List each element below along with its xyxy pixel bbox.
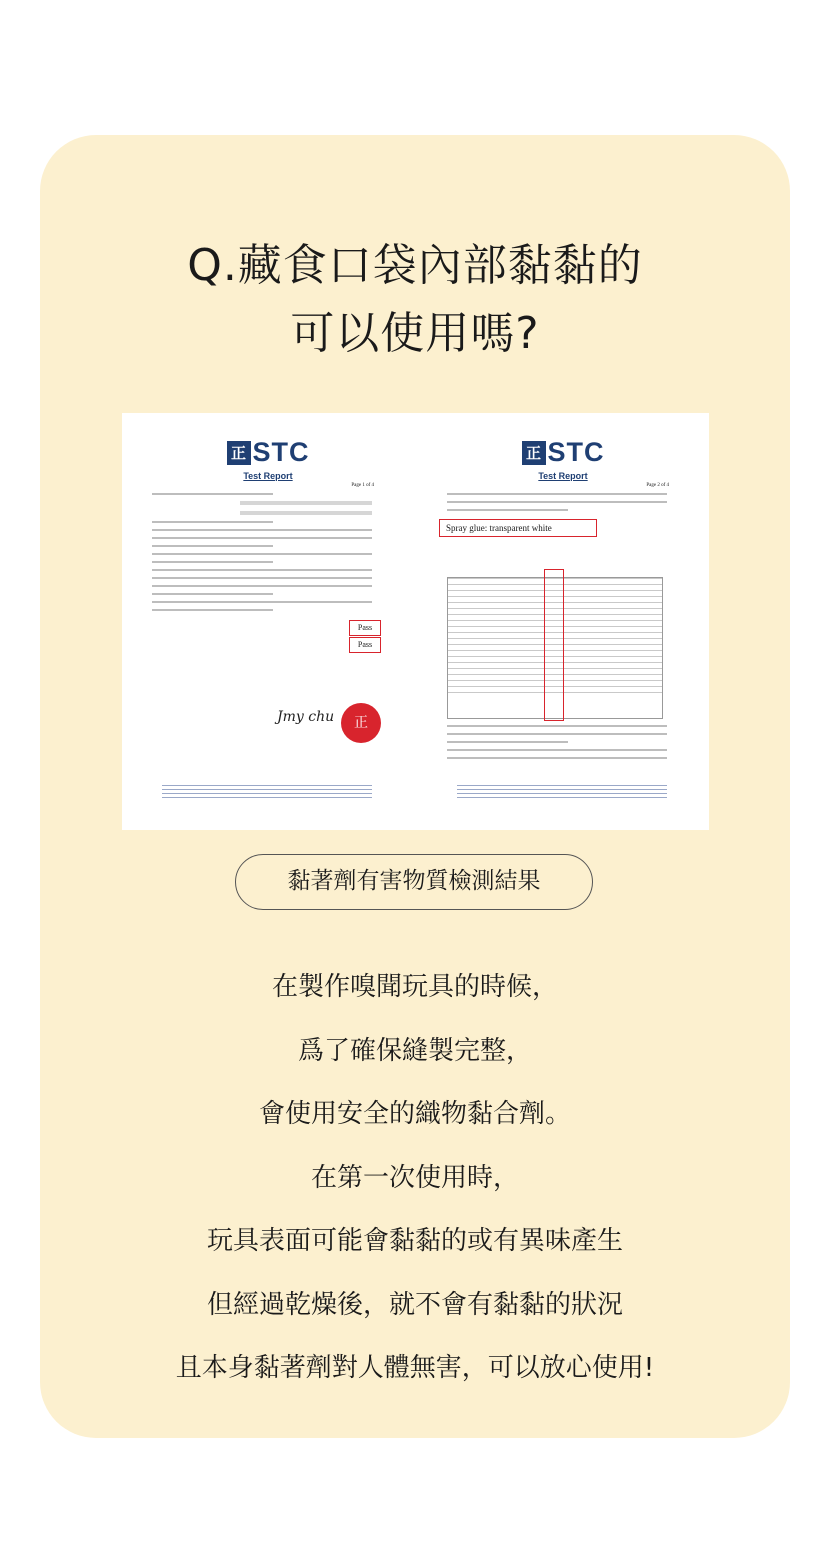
report-footer <box>457 785 667 801</box>
report-page-1 <box>122 413 414 830</box>
pass-box-2: Pass <box>349 637 381 653</box>
logo-mark-icon: 正 <box>227 441 251 465</box>
body-line: 玩具表面可能會黏黏的或有異味產生 <box>206 1226 623 1256</box>
stc-logo: 正 STC <box>417 437 709 468</box>
body-line: 在製作嗅聞玩具的時候， <box>271 972 558 1002</box>
signature: Jmy chu <box>277 709 335 725</box>
logo-mark-icon: 正 <box>522 441 546 465</box>
description-text <box>0 956 830 1401</box>
body-line: 在第一次使用時， <box>310 1162 519 1193</box>
page-title <box>0 232 830 368</box>
nd-results-highlight <box>544 569 564 721</box>
page-number: Page 2 of 4 <box>646 483 669 488</box>
body-line: 爲了確保縫製完整， <box>297 1035 532 1066</box>
caption-label: 黏著劑有害物質檢測結果 <box>235 854 593 910</box>
report-heading: Test Report <box>538 471 588 481</box>
remarks-lines <box>447 725 667 765</box>
report-heading: Test Report <box>243 471 293 481</box>
official-stamp-icon: 正 <box>341 703 381 743</box>
title-line-1: Q.藏食口袋內部黏黏的 <box>187 240 643 291</box>
title-line-2: 可以使用嗎? <box>290 308 540 359</box>
report-footer <box>162 785 372 801</box>
page-number: Page 1 of 4 <box>351 483 374 488</box>
pass-box-1: Pass <box>349 620 381 636</box>
stc-logo: 正 STC <box>122 437 414 468</box>
report-body-lines <box>447 493 667 517</box>
report-page-2 <box>417 413 709 830</box>
body-line: 會使用安全的織物黏合劑。 <box>258 1099 571 1129</box>
test-report-image <box>122 413 709 830</box>
report-body-lines <box>152 493 372 617</box>
spray-glue-highlight: Spray glue: transparent white <box>439 519 597 537</box>
body-line: 但經過乾燥後，就不會有黏黏的狀況 <box>206 1289 623 1320</box>
body-line: 且本身黏著劑對人體無害，可以放心使用! <box>175 1353 655 1383</box>
